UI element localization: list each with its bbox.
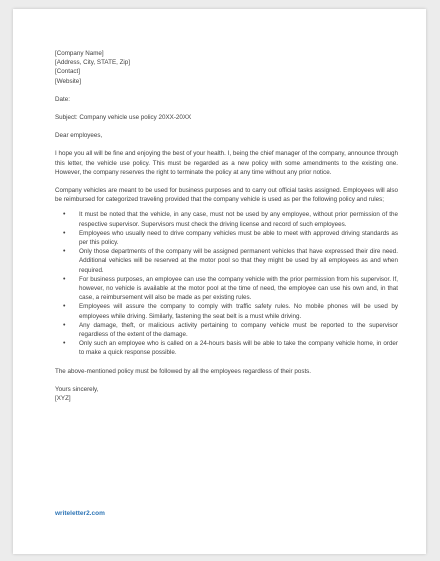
company-name: [Company Name] bbox=[55, 50, 104, 57]
policy-rules-list bbox=[55, 210, 398, 357]
list-item: • Only those departments of the company will be assigned permanent vehicles that have expressed their dire need. Additional vehicles will be reserved at the motor pool so that they might be used by all employees as and when required. bbox=[79, 247, 398, 275]
letter-body bbox=[55, 49, 398, 403]
list-item: • Employees will assure the company to comply with traffic safety rules. No mobile phones will be used by employees while driving. Similarly, fastening the seat belt is a must while driving. bbox=[79, 302, 398, 320]
list-item: • Employees who usually need to drive company vehicles must be able to meet with approved driving standards as per this policy. bbox=[79, 229, 398, 247]
site-brand-link[interactable]: writeletter2.com bbox=[55, 510, 105, 517]
list-item: • Any damage, theft, or malicious activity pertaining to company vehicle must be reported to the supervisor regardless of the extent of the damage. bbox=[79, 321, 398, 339]
signoff: Yours sincerely, bbox=[55, 385, 99, 393]
company-contact: [Contact] bbox=[55, 68, 81, 76]
list-item: • It must be noted that the vehicle, in any case, must not be used by any employee, without prior permission of the respective supervisor. Supervisors must check the driving license and record of such employees. bbox=[79, 210, 398, 228]
signature: [XYZ] bbox=[55, 395, 71, 403]
subject-line: Subject: Company vehicle use policy 20XX-20XX bbox=[55, 114, 192, 122]
policy-paragraph: Company vehicles are meant to be used for business purposes and to carry out official tasks assigned. Employees will also be reimbursed for categorized traveling provided that the company vehicle is used as per the following policy and rules; bbox=[55, 187, 398, 204]
list-item: • For business purposes, an employee can use the company vehicle with the prior permission from his supervisor. If, however, no vehicle is available at the motor pool at the time of need, the employee can use his own and, in that case, a reimbursement will also be made as per existing rules. bbox=[79, 275, 398, 303]
sender-address-block bbox=[55, 49, 398, 86]
date-line: Date: bbox=[55, 95, 70, 103]
company-address: [Address, City, STATE, Zip] bbox=[55, 59, 131, 67]
document-page bbox=[13, 9, 426, 554]
intro-paragraph: I hope you all will be fine and enjoying the best of your health. I, being the chief manager of the company, announce through this letter, the vehicle use policy. This must be regarded as a new policy with some amendments to the existing one. However, the company reserves the right to terminate the policy at any time without any prior notice. bbox=[55, 150, 398, 176]
company-website: [Website] bbox=[55, 77, 81, 85]
greeting: Dear employees, bbox=[55, 132, 103, 140]
closing-paragraph: The above-mentioned policy must be followed by all the employees regardless of their posts. bbox=[55, 367, 312, 375]
list-item: • Only such an employee who is called on a 24-hours basis will be able to take the company vehicle home, in order to make a quick response possible. bbox=[79, 339, 398, 357]
